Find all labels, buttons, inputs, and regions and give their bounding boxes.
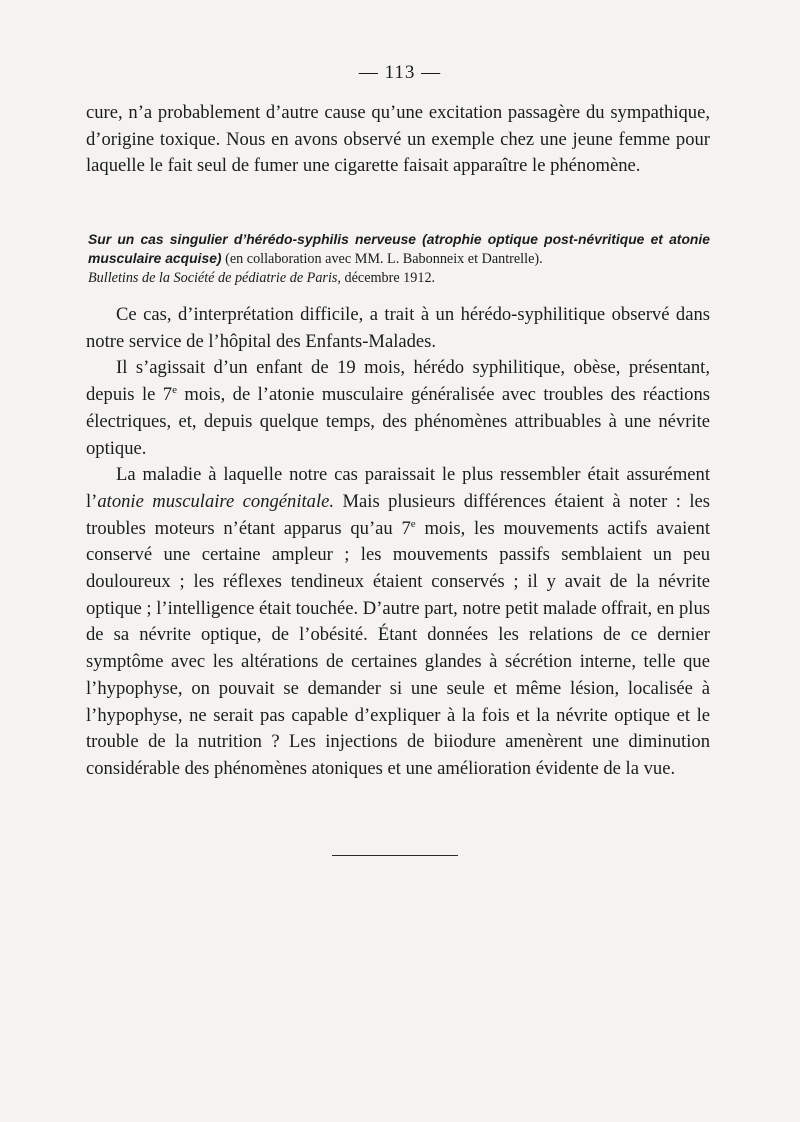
p3-part-c: mois, les mouvements actifs avaient conservé une certaine ampleur ; les mouvements passifs semblaient un peu douloureux ; les réflexes tendineux étaient conservés ; il y avait de la névrite optique ; l’intelligence était touchée. D’autre part, notre petit malade offrait, en plus de sa névrite optique, de l’obésité. Étant données les relations de ce dernier symptôme avec les altérations de certaines glandes à sécrétion interne, telle que l’hypophyse, on pouvait se demander si une seule et même lésion, localisée à l’hypophyse, ne serait pas capable d’expliquer à la fois et la névrite optique et le trouble de la nutrition ? Les injections de biiodure amenèrent une diminution considérable des phénomènes atoniques et une amélioration évidente de la vue.: [86, 517, 710, 779]
body-text: [86, 302, 710, 783]
p3-superscript: e: [410, 517, 416, 530]
page-number: — 113 —: [358, 62, 442, 83]
end-rule: [332, 855, 458, 856]
section-heading: [88, 230, 710, 288]
p3-italic: atonie musculaire congénitale.: [97, 490, 335, 512]
p2-part-b: mois, de l’atonie musculaire généralisée avec troubles des réactions électriques, et, depuis quelque temps, des phénomènes attribuables à une névrite optique.: [86, 384, 710, 459]
p3-part-b: Mais plusieurs différences étaient à noter : les troubles moteurs n’étant apparus qu’au 7: [86, 490, 710, 539]
p2-part-a: Il s’agissait d’un enfant de 19 mois, hérédo syphilitique, obèse, présentant, depuis le 7: [86, 357, 710, 406]
source-journal: Bulletins de la Société de pédiatrie de Paris,: [88, 270, 341, 286]
source-date: décembre 1912.: [340, 270, 436, 286]
heading-source: [88, 270, 435, 286]
body-paragraph-3: [86, 462, 710, 782]
heading-title: Sur un cas singulier d’hérédo-syphilis nerveuse (atrophie optique post-névritique et atonie musculaire acquise): [88, 231, 710, 266]
intro-paragraph: [86, 100, 710, 180]
intro-text: cure, n’a probablement d’autre cause qu’une excitation passagère du sympathique, d’origine toxique. Nous en avons observé un exemple chez une jeune femme pour laquelle le fait seul de fumer une cigarette faisait apparaître le phénomène.: [86, 102, 710, 177]
heading-note: (en collaboration avec MM. L. Babonneix et Dantrelle).: [221, 250, 543, 267]
body-paragraph-1: Ce cas, d’interprétation difficile, a trait à un hérédo-syphilitique observé dans notre service de l’hôpital des Enfants-Malades.: [86, 304, 710, 352]
p2-superscript: e: [172, 383, 177, 396]
p3-part-a: La maladie à laquelle notre cas paraissait le plus ressembler était assurément l’: [86, 464, 710, 512]
body-paragraph-2: [86, 355, 710, 462]
